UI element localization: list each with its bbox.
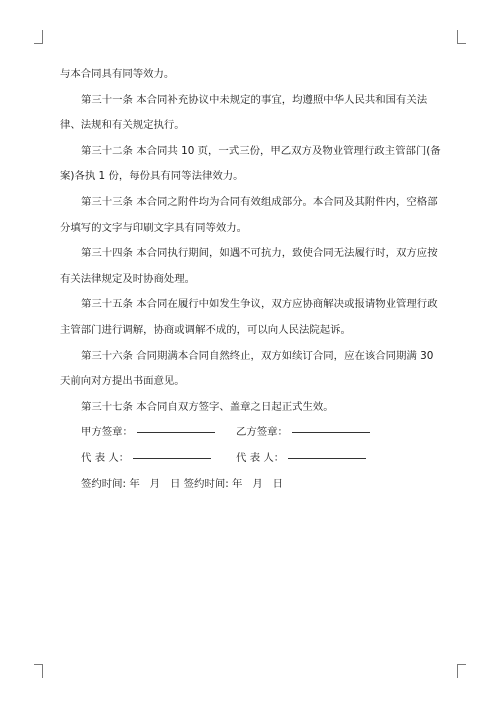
- crop-mark-bottom-left: [34, 664, 43, 678]
- party-a-signature: [81, 420, 236, 446]
- representative-row: [60, 446, 442, 472]
- party-b-representative-label: 代 表 人：: [236, 451, 285, 464]
- party-a-representative-line: [133, 457, 211, 459]
- party-b-representative-line: [288, 457, 366, 459]
- party-b-signature-label: 乙方签章：: [236, 426, 288, 439]
- party-a-signature-label: 甲方签章：: [81, 426, 133, 439]
- article-32: 第三十二条 本合同共 10 页，一式三份，甲乙双方及物业管理行政主管部门(备案)各执 1 份，每份具有同等法律效力。: [60, 144, 441, 183]
- crop-mark-top-right: [457, 30, 466, 44]
- article-33: 第三十三条 本合同之附件均为合同有效组成部分。本合同及其附件内，空格部分填写的文字与印刷文字具有同等效力。: [60, 195, 438, 234]
- party-a-signature-line: [137, 431, 215, 433]
- paragraph-continuation: 与本合同具有同等效力。: [60, 68, 175, 80]
- article-37: 第三十七条 本合同自双方签字、盖章之日起正式生效。: [81, 400, 334, 413]
- party-b-representative: [236, 446, 406, 472]
- document-body: [60, 62, 442, 497]
- signature-row: [60, 420, 442, 446]
- party-b-signature: [236, 420, 406, 446]
- party-a-representative: [81, 446, 236, 472]
- signing-date-row: 签约时间: 年 月 日 签约时间: 年 月 日: [81, 477, 284, 490]
- crop-mark-bottom-right: [457, 664, 466, 678]
- article-36: 第三十六条 合同期满本合同自然终止，双方如续订合同，应在该合同期满 30 天前向对方提出书面意见。: [60, 349, 434, 388]
- article-31: 第三十一条 本合同补充协议中未规定的事宜，均遵照中华人民共和国有关法律、法规和有关规定执行。: [60, 93, 428, 132]
- party-a-representative-label: 代 表 人：: [81, 451, 130, 464]
- crop-mark-top-left: [34, 30, 43, 44]
- article-35: 第三十五条 本合同在履行中如发生争议，双方应协商解决或报请物业管理行政主管部门进行调解，协商或调解不成的，可以向人民法院起诉。: [60, 298, 438, 336]
- article-34: 第三十四条 本合同执行期间，如遇不可抗力，致使合同无法履行时，双方应按有关法律规定及时协商处理。: [60, 247, 438, 285]
- party-b-signature-line: [292, 431, 370, 433]
